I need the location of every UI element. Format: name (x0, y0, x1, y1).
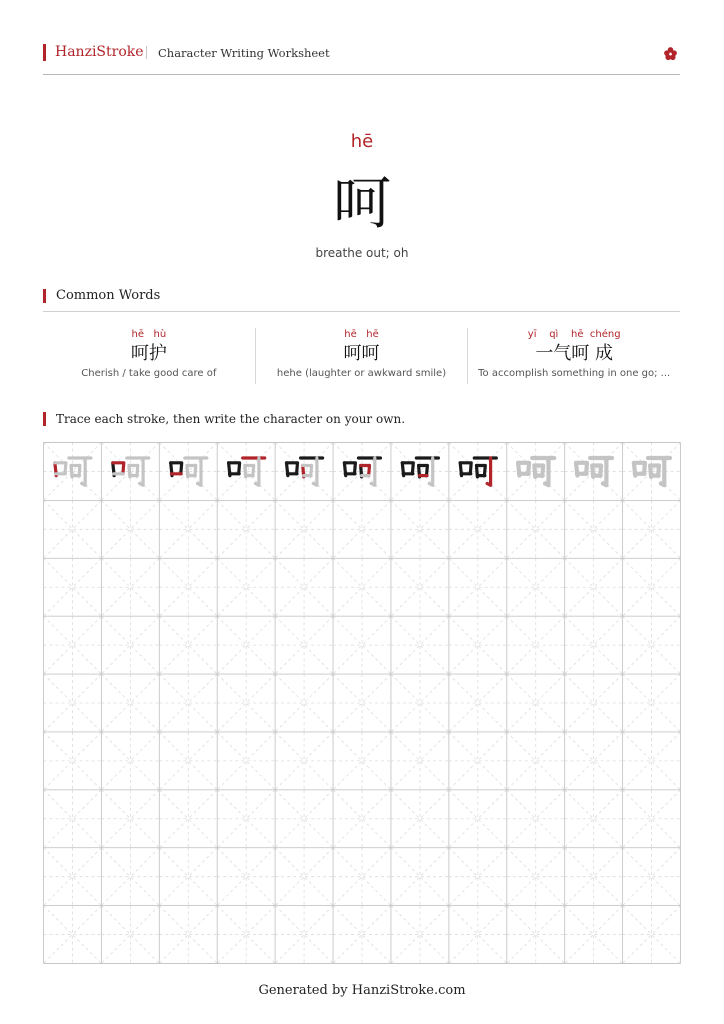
instruction-text: Trace each stroke, then write the character on your own. (56, 412, 406, 426)
word-hanzi: 呵呵 (343, 343, 380, 364)
worksheet-subtitle: Character Writing Worksheet (158, 46, 330, 60)
brand-name[interactable]: HanziStroke (55, 44, 144, 60)
word-pinyin: hē hē (344, 329, 379, 340)
common-words-heading (43, 288, 680, 312)
instruction-accent-bar (43, 412, 46, 426)
character-hanzi: 呵 (332, 169, 391, 237)
word-hanzi: 呵护 (130, 343, 167, 364)
word-definition: To accomplish something in one go; ... (478, 368, 671, 379)
header-separator (146, 46, 147, 59)
practice-grid[interactable] (43, 442, 681, 964)
section-accent-bar (43, 289, 46, 303)
plum-blossom-icon (663, 46, 678, 61)
footer-credit: Generated by HanziStroke.com (258, 983, 466, 998)
word-hanzi: 一气呵 成 (535, 343, 614, 364)
word-pinyin: yī qì hē chéng (527, 329, 621, 340)
character-pinyin: hē (350, 131, 374, 152)
brand-accent-bar (43, 44, 46, 61)
word-definition: Cherish / take good care of (81, 368, 217, 379)
practice-grid-canvas[interactable] (43, 442, 681, 964)
common-words-title: Common Words (56, 288, 161, 303)
word-item (467, 328, 680, 384)
common-words-list (43, 328, 680, 384)
word-pinyin: hē hù (131, 329, 167, 340)
worksheet-header (43, 44, 680, 75)
word-definition: hehe (laughter or awkward smile) (276, 368, 447, 379)
word-item (43, 328, 255, 384)
practice-instruction (43, 411, 680, 427)
character-meaning: breathe out; oh (315, 246, 409, 260)
word-item (255, 328, 468, 384)
